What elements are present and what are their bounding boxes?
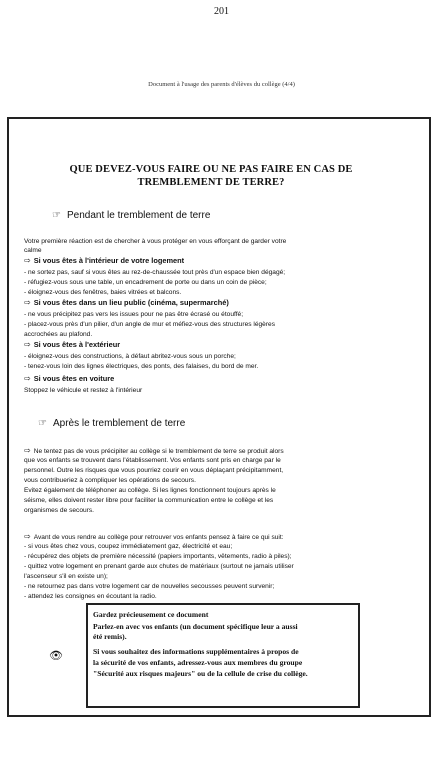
arrow-icon: ⇨ (24, 256, 31, 265)
section-heading-after-text: Après le tremblement de terre (52, 418, 186, 429)
page-number: 201 (214, 6, 229, 17)
section-heading-during (52, 210, 210, 221)
subheading-outside-text: Si vous êtes à l'extérieur (33, 340, 121, 349)
subheading-in-car-text: Si vous êtes en voiture (33, 374, 115, 383)
paragraph-text: Avant de vous rendre au collège pour retrouver vos enfants pensez à faire ce qui suit: (33, 534, 284, 541)
pointing-hand-icon: ☞ (52, 210, 61, 221)
notice-line: Si vous souhaitez des informations supplémentaires à propos de (93, 647, 299, 656)
subheading-public-place (24, 298, 229, 307)
notice-line: "Sécurité aux risques majeurs" ou de la cellule de crise du collège. (93, 669, 308, 678)
notice-line: Parlez-en avec vos enfants (un document spécifique leur a aussi (93, 622, 298, 631)
paragraph-line: organismes de secours. (24, 507, 95, 514)
arrow-icon: ⇨ (24, 340, 31, 349)
paragraph-text: Ne tentez pas de vous précipiter au collège si le tremblement de terre se produit alors (33, 448, 284, 455)
list-item: - si vous êtes chez vous, coupez immédiatement gaz, électricité et eau; (24, 543, 233, 550)
paragraph-line (24, 446, 284, 456)
arrow-icon: ⇨ (24, 374, 31, 383)
list-item: - récupérez des objets de première nécessité (papiers importants, vêtements, radio à piles); (24, 553, 292, 560)
list-item: - tenez-vous loin des lignes électriques, des ponts, des falaises, du bord de mer. (24, 363, 259, 370)
paragraph-line: séisme, elles doivent rester libre pour faciliter la communication entre le collège et les (24, 497, 274, 504)
list-item: - éloignez-vous des constructions, à défaut abritez-vous sous un porche; (24, 353, 236, 360)
notice-line: la sécurité de vos enfants, adressez-vous aux membres du groupe (93, 658, 303, 667)
list-item: - réfugiez-vous sous une table, un encadrement de porte ou dans un coin de pièce; (24, 279, 267, 286)
section-heading-after (38, 418, 185, 429)
list-item: l'ascenseur s'il en existe un); (24, 573, 108, 580)
notice-line: été remis). (93, 632, 127, 641)
pointing-hand-icon: ☞ (38, 418, 47, 429)
eye-icon: 👁 (49, 650, 63, 662)
title-line-1: QUE DEVEZ-VOUS FAIRE OU NE PAS FAIRE EN CAS DE (69, 164, 353, 175)
list-item: - ne retournez pas dans votre logement car de nouvelles secousses peuvent survenir; (24, 583, 275, 590)
list-item: Stoppez le véhicule et restez à l'intérieur (24, 387, 143, 394)
list-item: - ne sortez pas, sauf si vous êtes au rez-de-chaussée tout près d'un espace bien dégagé; (24, 269, 286, 276)
paragraph-line (24, 532, 284, 542)
notice-line-keep: Gardez précieusement ce document (93, 610, 209, 619)
document-caption: Document à l'usage des parents d'élèves du collège (4/4) (148, 81, 295, 88)
subheading-public-place-text: Si vous êtes dans un lieu public (cinéma, supermarché) (33, 298, 229, 307)
list-item: - ne vous précipitez pas vers les issues pour ne pas être écrasé ou étouffé; (24, 311, 244, 318)
paragraph-line: personnel. Outre les risques que vous pourriez courir en vous déplaçant précipitamment, (24, 467, 284, 474)
list-item: - placez-vous près d'un pilier, d'un angle de mur et méfiez-vous des structures légères (24, 321, 276, 328)
section-heading-during-text: Pendant le tremblement de terre (66, 210, 211, 221)
intro-line-1: Votre première réaction est de chercher à vous protéger en vous efforçant de garder votre (24, 238, 287, 245)
paragraph-line: Evitez également de téléphoner au collège. Si les lignes fonctionnent toujours après le (24, 487, 276, 494)
subheading-inside-home-text: Si vous êtes à l'intérieur de votre logement (33, 256, 185, 265)
intro-line-2: calme (24, 247, 42, 254)
arrow-icon: ⇨ (24, 532, 31, 541)
title-line-2: TREMBLEMENT DE TERRE? (137, 177, 285, 188)
arrow-icon: ⇨ (24, 298, 31, 307)
paragraph-line: que vos enfants se trouvent dans l'établissement. Vos enfants sont pris en charge par le (24, 457, 281, 464)
paragraph-line: vous contribueriez à compliquer les opérations de secours. (24, 477, 196, 484)
list-item: - attendez les consignes en écoutant la radio. (24, 593, 157, 600)
subheading-outside (24, 340, 120, 349)
arrow-icon: ⇨ (24, 446, 31, 455)
list-item: - quittez votre logement en prenant garde aux chutes de matériaux (surtout ne jamais utiliser (24, 563, 294, 570)
list-item: - éloignez-vous des fenêtres, baies vitrées et balcons. (24, 289, 182, 296)
subheading-inside-home (24, 256, 184, 265)
list-item: accrochées au plafond. (24, 331, 93, 338)
subheading-in-car (24, 374, 114, 383)
notice-box (86, 603, 360, 708)
